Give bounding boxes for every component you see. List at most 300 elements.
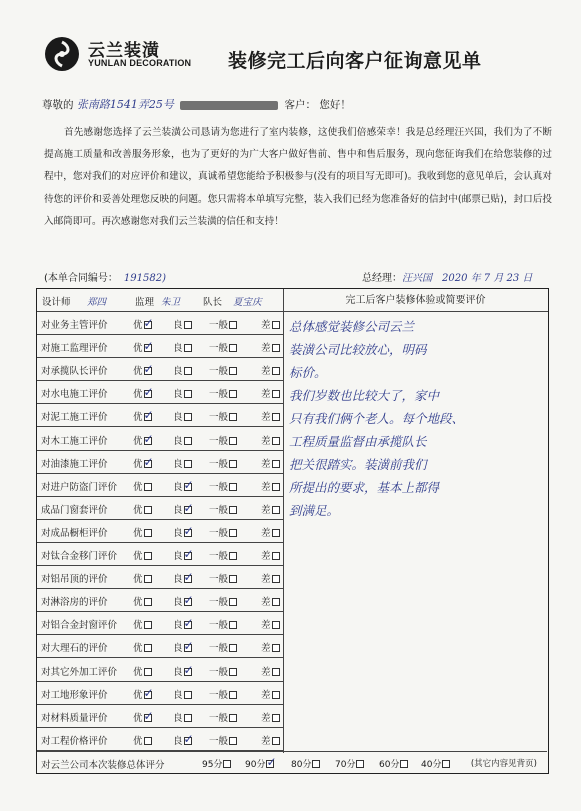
rating-option[interactable] (173, 687, 192, 701)
rating-option[interactable] (133, 363, 152, 377)
rating-row (37, 474, 283, 497)
rating-row (37, 381, 283, 404)
rating-option[interactable] (133, 617, 152, 631)
checkbox[interactable] (272, 575, 280, 583)
score-option[interactable] (379, 757, 408, 770)
rating-option-label: 一般 (209, 435, 229, 447)
rating-option[interactable] (261, 502, 280, 516)
rating-item-label: 对施工监理评价 (41, 343, 108, 355)
rating-option[interactable] (209, 594, 237, 608)
rating-option-label: 差 (261, 504, 271, 516)
checkbox[interactable] (144, 460, 152, 468)
rating-option[interactable] (261, 594, 280, 608)
score-option[interactable] (202, 757, 231, 770)
rating-option[interactable] (261, 525, 280, 539)
checkbox[interactable] (272, 390, 280, 398)
rating-option[interactable] (209, 710, 237, 724)
rating-option[interactable] (133, 409, 152, 423)
rating-option[interactable] (133, 386, 152, 400)
manager-signature: 汪兴国 (402, 273, 432, 284)
rating-option-label: 优 (133, 735, 143, 747)
rating-option-label: 良 (173, 574, 183, 586)
salutation-suffix: 客户： 您好！ (284, 99, 351, 111)
rating-option-label: 一般 (209, 712, 229, 724)
rating-option-label: 一般 (209, 527, 229, 539)
rating-option-label: 一般 (209, 481, 229, 493)
checkbox[interactable] (272, 644, 280, 652)
rating-option[interactable] (261, 664, 280, 678)
rating-row (37, 520, 283, 543)
checkbox[interactable] (184, 714, 192, 722)
checkbox[interactable] (229, 691, 237, 699)
checkbox[interactable] (229, 367, 237, 375)
rating-option-label: 优 (133, 343, 143, 355)
checkbox[interactable] (272, 321, 280, 329)
checkbox[interactable] (144, 714, 152, 722)
checkbox[interactable] (144, 321, 152, 329)
rating-option-label: 良 (173, 666, 183, 678)
checkbox[interactable] (266, 760, 274, 768)
rating-item-label: 对木工施工评价 (41, 435, 108, 447)
checkbox[interactable] (223, 760, 231, 768)
comment-line: 到满足。 (289, 503, 340, 518)
rating-option[interactable] (209, 687, 237, 701)
rating-option-label: 一般 (209, 412, 229, 424)
rating-option[interactable] (133, 340, 152, 354)
contract-label: (本单合同编号： (44, 273, 118, 284)
rating-option[interactable] (173, 617, 192, 631)
comment-line: 所提出的要求，基本上都得 (289, 480, 440, 495)
redaction-mark (180, 101, 278, 110)
rating-option[interactable] (209, 433, 237, 447)
rating-option-label: 差 (261, 458, 271, 470)
rating-option[interactable] (173, 340, 192, 354)
rating-option-label: 优 (133, 712, 143, 724)
score-option-label: 70分 (335, 760, 356, 770)
checkbox[interactable] (144, 483, 152, 491)
checkbox[interactable] (272, 483, 280, 491)
checkbox[interactable] (442, 760, 450, 768)
rating-option[interactable] (173, 409, 192, 423)
rating-option-label: 良 (173, 320, 183, 331)
rating-option-label: 良 (173, 504, 183, 516)
checkbox[interactable] (229, 644, 237, 652)
checkbox[interactable] (272, 367, 280, 375)
rating-option[interactable] (261, 571, 280, 585)
rating-option[interactable] (209, 456, 237, 470)
checkbox[interactable] (272, 344, 280, 352)
rating-option-label: 差 (261, 435, 271, 447)
rating-option-label: 良 (173, 412, 183, 424)
rating-option[interactable] (173, 548, 192, 562)
checkbox[interactable] (184, 529, 192, 537)
score-option[interactable] (335, 757, 364, 770)
checkbox[interactable] (272, 714, 280, 722)
rating-option-label: 良 (173, 527, 183, 539)
rating-option-label: 差 (261, 574, 271, 586)
rating-option-label: 优 (133, 389, 143, 401)
checkbox[interactable] (272, 506, 280, 514)
rating-item-label: 对铝合金封窗评价 (41, 620, 118, 632)
rating-option-label: 差 (261, 366, 271, 378)
rating-option[interactable] (209, 664, 237, 678)
rating-item-label: 对成品橱柜评价 (41, 527, 108, 539)
checkbox[interactable] (229, 714, 237, 722)
rating-option[interactable] (133, 525, 152, 539)
score-option[interactable] (421, 757, 450, 770)
rating-option-label: 良 (173, 643, 183, 655)
checkbox[interactable] (144, 691, 152, 699)
rating-option[interactable] (173, 456, 192, 470)
rating-option[interactable] (209, 340, 237, 354)
rating-option-label: 差 (261, 389, 271, 401)
checkbox[interactable] (356, 760, 364, 768)
rating-option[interactable] (133, 640, 152, 654)
checkbox[interactable] (184, 321, 192, 329)
rating-option[interactable] (173, 479, 192, 493)
rating-item-label: 对工程价格评价 (41, 735, 108, 747)
rating-option[interactable] (133, 733, 152, 747)
rating-option-label: 优 (133, 574, 143, 586)
comment-line: 我们岁数也比较大了，家中 (289, 388, 440, 403)
rating-row (37, 404, 283, 427)
checkbox[interactable] (144, 506, 152, 514)
checkbox[interactable] (144, 390, 152, 398)
rating-item-label: 对泥工施工评价 (41, 412, 108, 424)
rating-option-label: 良 (173, 712, 183, 724)
checkbox[interactable] (144, 367, 152, 375)
rating-row (37, 497, 283, 520)
rating-option[interactable] (209, 363, 237, 377)
column-divider (283, 289, 284, 753)
salutation (42, 96, 351, 112)
checkbox[interactable] (229, 737, 237, 745)
checkbox[interactable] (184, 483, 192, 491)
checkbox[interactable] (272, 668, 280, 676)
rating-option-label: 差 (261, 643, 271, 655)
rating-item-label: 对其它外加工评价 (41, 666, 118, 678)
checkbox[interactable] (229, 668, 237, 676)
checkbox[interactable] (184, 413, 192, 421)
checkbox[interactable] (184, 644, 192, 652)
rating-option[interactable] (209, 733, 237, 747)
designer-name: 郑四 (87, 297, 107, 308)
checkbox[interactable] (184, 367, 192, 375)
comment-line: 标价。 (289, 365, 327, 380)
rating-row (37, 543, 283, 566)
rating-option-label: 一般 (209, 343, 229, 355)
rating-option-label: 一般 (209, 366, 229, 378)
checkbox[interactable] (144, 437, 152, 445)
comment-column-title: 完工后客户装修体验或简要评价 (283, 289, 548, 312)
checkbox[interactable] (229, 437, 237, 445)
checkbox[interactable] (272, 737, 280, 745)
rating-row (37, 312, 283, 335)
rating-row (37, 358, 283, 381)
manager-signature-line (362, 269, 532, 284)
checkbox[interactable] (229, 598, 237, 606)
checkbox[interactable] (184, 344, 192, 352)
rating-option[interactable] (133, 594, 152, 608)
rating-option[interactable] (133, 710, 152, 724)
rating-option[interactable] (209, 525, 237, 539)
rating-option[interactable] (261, 456, 280, 470)
rating-row (37, 635, 283, 658)
rating-option[interactable] (133, 502, 152, 516)
rating-option[interactable] (173, 640, 192, 654)
rating-option-label: 一般 (209, 458, 229, 470)
checkbox[interactable] (184, 575, 192, 583)
rating-option[interactable] (173, 433, 192, 447)
checkbox[interactable] (184, 621, 192, 629)
rating-row (37, 428, 283, 451)
rating-option-label: 优 (133, 412, 143, 424)
rating-option[interactable] (173, 317, 192, 331)
rating-option[interactable] (209, 548, 237, 562)
rating-option-label: 良 (173, 597, 183, 609)
rating-option-label: 差 (261, 689, 271, 701)
yunlan-logo-icon (44, 36, 80, 72)
rating-option-label: 差 (261, 666, 271, 678)
rating-item-label: 对工地形象评价 (41, 689, 108, 701)
rating-option[interactable] (261, 363, 280, 377)
checkbox[interactable] (144, 668, 152, 676)
rating-option[interactable] (209, 617, 237, 631)
checkbox[interactable] (272, 529, 280, 537)
rating-option[interactable] (261, 340, 280, 354)
rating-option[interactable] (173, 664, 192, 678)
rating-option[interactable] (133, 664, 152, 678)
checkbox[interactable] (272, 552, 280, 560)
rating-option-label: 优 (133, 643, 143, 655)
score-option[interactable] (245, 757, 274, 770)
rating-row (37, 335, 283, 358)
rating-option-label: 一般 (209, 643, 229, 655)
intro-paragraph: 首先感谢您选择了云兰装潢公司恳请为您进行了室内装修，这使我们倍感荣幸！我是总经理汪兴国，我们为了不断提高施工质量和改善服务形象，也为了更好的为广大客户做好售前、售中和售后服务，现向您征询我们在给您装修的过程中，您对我们的对应评价和建议，真诚希望您能给予积极参与(没有的项目写无即可)。我收到您的意见单后，会认真对待您的评价和妥善处理您反映的问题。您只需将本单填写完整，装入我们已经为您准备好的信封中(邮票已贴)，封口后投入邮筒即可。再次感谢您对我们云兰装潢的信任和支持！ (44, 127, 552, 227)
rating-option-label: 良 (173, 458, 183, 470)
rating-option-label: 优 (133, 435, 143, 447)
rating-option-label: 差 (261, 343, 271, 355)
foreman-label: 队长 (203, 297, 223, 308)
rating-option[interactable] (261, 409, 280, 423)
rating-option-label: 良 (173, 620, 183, 632)
rating-option-label: 优 (133, 366, 143, 378)
designer-label: 设计师 (42, 297, 71, 308)
checkbox[interactable] (272, 437, 280, 445)
rating-item-label: 对淋浴房的评价 (41, 597, 108, 609)
rating-option-label: 一般 (209, 666, 229, 678)
checkbox[interactable] (312, 760, 320, 768)
score-option-label: 80分 (291, 760, 312, 770)
checkbox[interactable] (144, 644, 152, 652)
rating-option[interactable] (261, 479, 280, 493)
rating-option[interactable] (133, 317, 152, 331)
rating-option[interactable] (133, 687, 152, 701)
checkbox[interactable] (184, 598, 192, 606)
checkbox[interactable] (144, 621, 152, 629)
checkbox[interactable] (144, 344, 152, 352)
rating-option[interactable] (209, 502, 237, 516)
rating-item-label: 对钛合金移门评价 (41, 551, 118, 562)
checkbox[interactable] (144, 413, 152, 421)
rating-row (37, 705, 283, 728)
supervisor-name: 朱卫 (161, 297, 181, 308)
checkbox[interactable] (272, 691, 280, 699)
rating-item-label: 对材料质量评价 (41, 712, 108, 724)
score-option-label: 40分 (421, 760, 442, 770)
checkbox[interactable] (229, 390, 237, 398)
salutation-prefix: 尊敬的 (42, 99, 74, 111)
rating-option[interactable] (133, 548, 152, 562)
checkbox[interactable] (272, 413, 280, 421)
checkbox[interactable] (229, 575, 237, 583)
rating-option-label: 良 (173, 481, 183, 493)
rating-option[interactable] (133, 571, 152, 585)
checkbox[interactable] (229, 321, 237, 329)
sign-date: 2020 年 7 月 23 日 (442, 273, 533, 284)
rating-option-label: 良 (173, 435, 183, 447)
rating-option-label: 差 (261, 412, 271, 424)
rating-option-label: 差 (261, 551, 271, 562)
rating-option-label: 一般 (209, 620, 229, 632)
checkbox[interactable] (144, 598, 152, 606)
rating-option[interactable] (261, 687, 280, 701)
rating-option-label: 一般 (209, 551, 229, 562)
rating-option[interactable] (261, 548, 280, 562)
rating-option-label: 良 (173, 366, 183, 378)
rating-option[interactable] (173, 710, 192, 724)
rating-option-label: 良 (173, 689, 183, 701)
checkbox[interactable] (400, 760, 408, 768)
rating-option[interactable] (261, 617, 280, 631)
supervisor-label: 监理 (135, 297, 155, 308)
rating-option[interactable] (133, 456, 152, 470)
rating-option[interactable] (173, 386, 192, 400)
rating-option[interactable] (261, 710, 280, 724)
rating-row (37, 451, 283, 474)
checkbox[interactable] (184, 668, 192, 676)
comment-line: 总体感觉装修公司云兰 (289, 319, 415, 334)
customer-comment (289, 315, 547, 522)
rating-option[interactable] (209, 640, 237, 654)
rating-option[interactable] (209, 409, 237, 423)
rating-option[interactable] (261, 640, 280, 654)
rating-option[interactable] (209, 386, 237, 400)
rating-option-label: 优 (133, 458, 143, 470)
comment-line: 工程质量监督由承揽队长 (289, 434, 427, 449)
checkbox[interactable] (144, 575, 152, 583)
rating-option-label: 一般 (209, 574, 229, 586)
checkbox[interactable] (144, 737, 152, 745)
evaluation-table (36, 288, 549, 774)
rating-option-label: 差 (261, 735, 271, 747)
checkbox[interactable] (184, 691, 192, 699)
rating-option-label: 优 (133, 551, 143, 562)
rating-item-label: 对水电施工评价 (41, 389, 108, 401)
checkbox[interactable] (272, 621, 280, 629)
checkbox[interactable] (272, 598, 280, 606)
rating-row (37, 659, 283, 682)
checkbox[interactable] (272, 460, 280, 468)
rating-option[interactable] (173, 571, 192, 585)
rating-option-label: 良 (173, 343, 183, 355)
table-header-row (37, 289, 283, 312)
customer-address: 张南路1541弄25号 (76, 98, 174, 111)
rating-option-label: 差 (261, 712, 271, 724)
rating-option[interactable] (173, 502, 192, 516)
score-option-label: 90分 (245, 760, 266, 770)
checkbox[interactable] (229, 506, 237, 514)
checkbox[interactable] (184, 552, 192, 560)
rating-row (37, 728, 283, 751)
rating-option-label: 一般 (209, 597, 229, 609)
rating-option[interactable] (261, 317, 280, 331)
rating-item-label: 对铝吊顶的评价 (41, 574, 108, 586)
checkbox[interactable] (229, 413, 237, 421)
rating-row (37, 682, 283, 705)
checkbox[interactable] (229, 621, 237, 629)
rating-option-label: 优 (133, 504, 143, 516)
rating-option-label: 优 (133, 666, 143, 678)
rating-option[interactable] (173, 525, 192, 539)
checkbox[interactable] (229, 483, 237, 491)
rating-option[interactable] (133, 433, 152, 447)
rating-option[interactable] (173, 733, 192, 747)
checkbox[interactable] (184, 460, 192, 468)
checkbox[interactable] (184, 437, 192, 445)
checkbox[interactable] (144, 529, 152, 537)
rating-option[interactable] (173, 363, 192, 377)
rating-option[interactable] (173, 594, 192, 608)
rating-option-label: 优 (133, 689, 143, 701)
rating-option-label: 优 (133, 597, 143, 609)
contract-number (44, 269, 166, 284)
brand-name-english: YUNLAN DECORATION (88, 58, 192, 68)
rating-option[interactable] (133, 479, 152, 493)
rating-option[interactable] (209, 317, 237, 331)
rating-option-label: 差 (261, 320, 271, 331)
rating-option-label: 良 (173, 389, 183, 401)
rating-option[interactable] (261, 733, 280, 747)
rating-option[interactable] (261, 433, 280, 447)
checkbox[interactable] (229, 529, 237, 537)
rating-option[interactable] (209, 571, 237, 585)
rating-option-label: 一般 (209, 389, 229, 401)
rating-option-label: 良 (173, 735, 183, 747)
rating-item-label: 对大理石的评价 (41, 643, 108, 655)
checkbox[interactable] (184, 390, 192, 398)
checkbox[interactable] (229, 552, 237, 560)
checkbox[interactable] (144, 552, 152, 560)
rating-option-label: 优 (133, 481, 143, 493)
see-back-note: (其它内容见背页) (470, 759, 537, 769)
foreman-name: 夏宝庆 (233, 297, 262, 308)
rating-option-label: 一般 (209, 735, 229, 747)
rating-option-label: 良 (173, 551, 183, 562)
rating-row (37, 589, 283, 612)
checkbox[interactable] (229, 460, 237, 468)
rating-option[interactable] (261, 386, 280, 400)
rating-item-label: 对进户防盗门评价 (41, 481, 118, 493)
contract-value: 191582) (123, 273, 166, 284)
checkbox[interactable] (229, 344, 237, 352)
checkbox[interactable] (184, 506, 192, 514)
score-option[interactable] (291, 757, 320, 770)
rating-option-label: 优 (133, 320, 143, 331)
rating-option[interactable] (209, 479, 237, 493)
checkbox[interactable] (184, 737, 192, 745)
rating-item-label: 对业务主管评价 (41, 320, 108, 331)
